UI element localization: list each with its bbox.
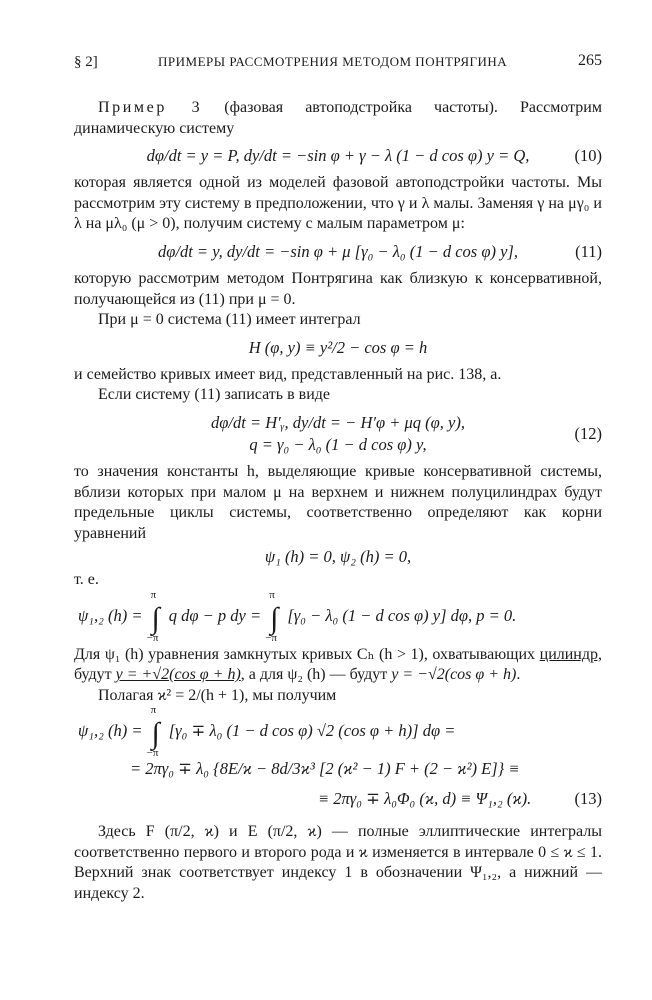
equation-12-line2: q = γ₀ − λ₀ (1 − d cos φ) y, [249, 434, 427, 454]
equation-13 [74, 704, 602, 810]
equation-10-formula: dφ/dt = y = P, dy/dt = −sin φ + γ − λ (1 − d cos φ) y = Q, [146, 146, 530, 166]
equation-psi-rhs: [γ₀ − λ₀ (1 − d cos φ) y] dφ, p = 0. [287, 605, 517, 625]
formula-minus-branch: y = −√2(cos φ + h) [391, 666, 517, 684]
equation-12-line1: dφ/dt = H′ᵧ, dy/dt = − H′φ + μq (φ, y), [211, 412, 465, 432]
paragraph-9: Здесь F (π/2, ϰ) и E (π/2, ϰ) — полные эллиптические интегралы соответственно первого и второго рода и ϰ изменяется в интервале 0 ≤ ϰ ≤ 1. Верхний знак соответствует индексу 1 в обозначении Ψ₁,₂, а нижний — индексу 2. [74, 823, 602, 902]
underlined-word: цилиндр, [539, 645, 602, 663]
example-label: Пример 3 [98, 99, 203, 116]
paragraph-3: При μ = 0 система (11) имеет интеграл [98, 311, 361, 329]
equation-12 [74, 412, 602, 456]
integral-sign-1: ∫ π −π [146, 588, 160, 644]
equation-roots [74, 546, 602, 568]
page-number: 265 [578, 52, 602, 69]
paragraph-1: которая является одной из моделей фазовой автоподстройки частоты. Мы рассмотрим эту систему в предположении, что γ и λ малы. Заменяя γ на μγ₀ и λ на μλ₀ (μ > 0), получим систему с малым параметром μ: [74, 174, 602, 233]
equation-11-number: (11) [575, 241, 602, 261]
equation-12-number: (12) [574, 423, 602, 443]
equation-13-number: (13) [574, 789, 602, 809]
example-intro-text: (фазовая автоподстройка частоты). Рассмотрим динамическую систему [74, 99, 602, 137]
paragraph-6: то значения константы h, выделяющие кривые консервативной системы, вблизи которых при малом μ на верхнем и нижнем полуцилиндрах будут предельные циклы системы, соответственно определяют как корни уравнений [74, 462, 602, 542]
running-title: ПРИМЕРЫ РАССМОТРЕНИЯ МЕТОДОМ ПОНТРЯГИНА [158, 54, 508, 69]
equation-10-number: (10) [574, 146, 602, 166]
equation-11-formula: dφ/dt = y, dy/dt = −sin φ + μ [γ₀ − λ₀ (1 − d cos φ) y], [158, 241, 518, 261]
te-label: т. е. [74, 571, 99, 589]
equation-13-line2: = 2πγ₀ ∓ λ₀ {8E/ϰ − 8d/3ϰ³ [2 (ϰ² − 1) F + (2 − ϰ²) E]} ≡ [130, 759, 520, 779]
equation-11 [74, 241, 602, 263]
equation-13-line3: ≡ 2πγ₀ ∓ λ₀Φ₀ (ϰ, d) ≡ Ψ₁,₂ (ϰ). [318, 789, 532, 809]
paragraph-4: и семейство кривых имеет вид, представленный на рис. 138, а. [74, 365, 502, 383]
paragraph-7: Для ψ₁ (h) уравнения замкнутых кривых Cₕ (h > 1), охватывающих цилиндр, будут y = +√2(cos φ + h), а для ψ₂ (h) — будут y = −√2(cos φ + h). [74, 645, 602, 684]
paragraph-2: которую рассмотрим методом Понтрягина как близкую к консервативной, получающейся из (11) при μ = 0. [74, 269, 602, 308]
book-page [74, 40, 602, 905]
equation-psi-lhs: ψ₁,₂ (h) = [78, 605, 143, 625]
paragraph-8: Полагая ϰ² = 2/(h + 1), мы получим [98, 686, 337, 704]
equation-integral [74, 337, 602, 359]
running-header [74, 40, 602, 68]
equation-13-lhs: ψ₁,₂ (h) = [78, 721, 143, 741]
formula-plus-branch: y = +√2(cos φ + h) [115, 666, 241, 684]
equation-psi-mid: q dφ − p dy = [168, 605, 262, 625]
paragraph-5: Если систему (11) записать в виде [98, 386, 330, 404]
equation-psi [74, 588, 602, 644]
equation-13-body: [γ₀ ∓ λ₀ (1 − d cos φ) √2 (cos φ + h)] dφ = [168, 721, 456, 741]
equation-roots-formula: ψ₁ (h) = 0, ψ₂ (h) = 0, [264, 547, 412, 567]
section-number: § 2] [74, 54, 98, 70]
equation-integral-formula: H (φ, y) ≡ y²/2 − cos φ = h [248, 337, 428, 357]
integral-sign-3: ∫ π −π [146, 704, 160, 760]
equation-10 [74, 145, 602, 167]
example-intro [74, 98, 602, 139]
integral-sign-2: ∫ π −π [265, 588, 279, 644]
